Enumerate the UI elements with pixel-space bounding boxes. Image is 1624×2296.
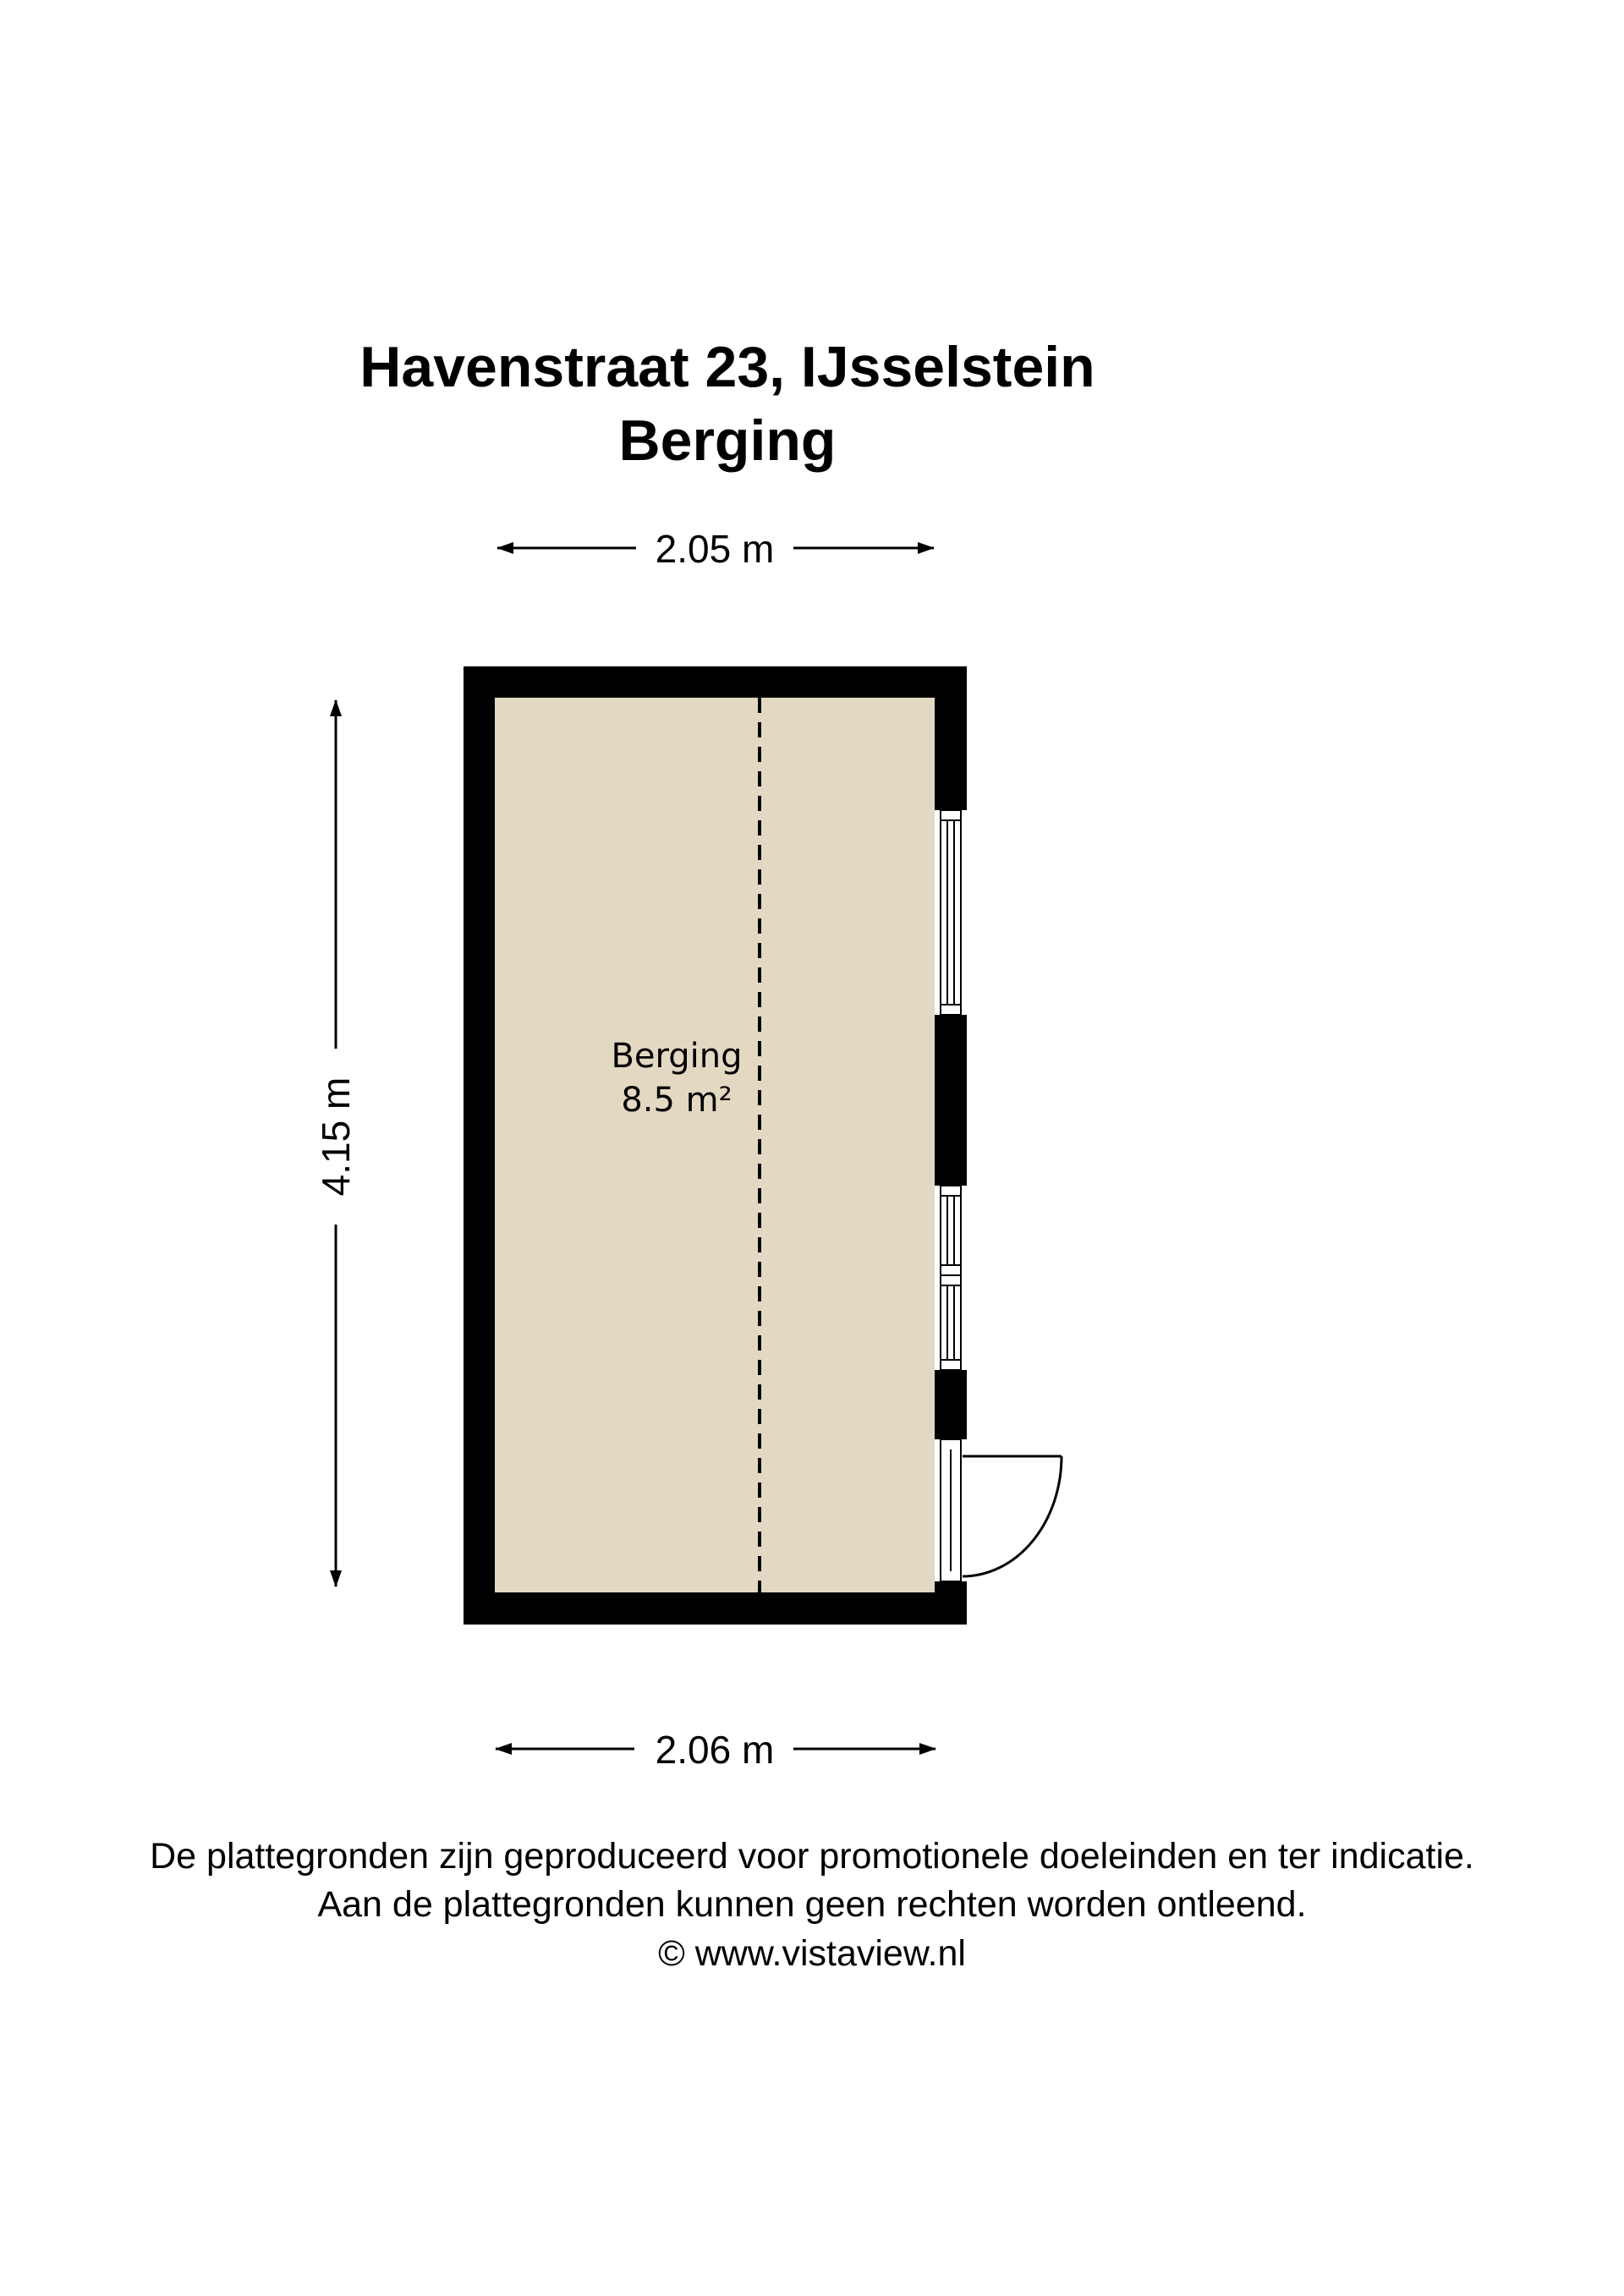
wall-right-segment-4 [935,1581,967,1625]
dimension-top-label: 2.05 m [655,527,775,571]
plan-title-floor: Berging [618,408,837,473]
dimension-left [314,700,358,1586]
dimension-bottom-label: 2.06 m [655,1728,775,1772]
copyright-line: © www.vistaview.nl [658,1933,966,1974]
wall-right-segment-1 [935,666,967,810]
dimension-left-label: 4.15 m [314,1077,358,1197]
room-name: Berging [611,1037,743,1076]
wall-right-segment-3 [935,1370,967,1439]
wall-right-segment-2 [935,1015,967,1186]
plan-title-address: Havenstraat 23, IJsselstein [359,335,1095,399]
window-3 [941,1275,961,1370]
dimension-top [497,527,934,571]
room-floor [495,698,935,1592]
wall-bottom [464,1592,967,1625]
window-2 [941,1186,961,1275]
window-1 [941,810,961,1015]
disclaimer-line-1: De plattegronden zijn geproduceerd voor promotionele doeleinden en ter indicatie. [150,1836,1474,1877]
room-area: 8.5 m² [621,1081,732,1120]
dimension-bottom [496,1728,935,1772]
wall-top [464,666,967,698]
door [941,1439,1062,1581]
wall-left [464,666,495,1625]
disclaimer-line-2: Aan de plattegronden kunnen geen rechten worden ontleend. [317,1884,1307,1925]
door-swing-arc [963,1456,1062,1576]
